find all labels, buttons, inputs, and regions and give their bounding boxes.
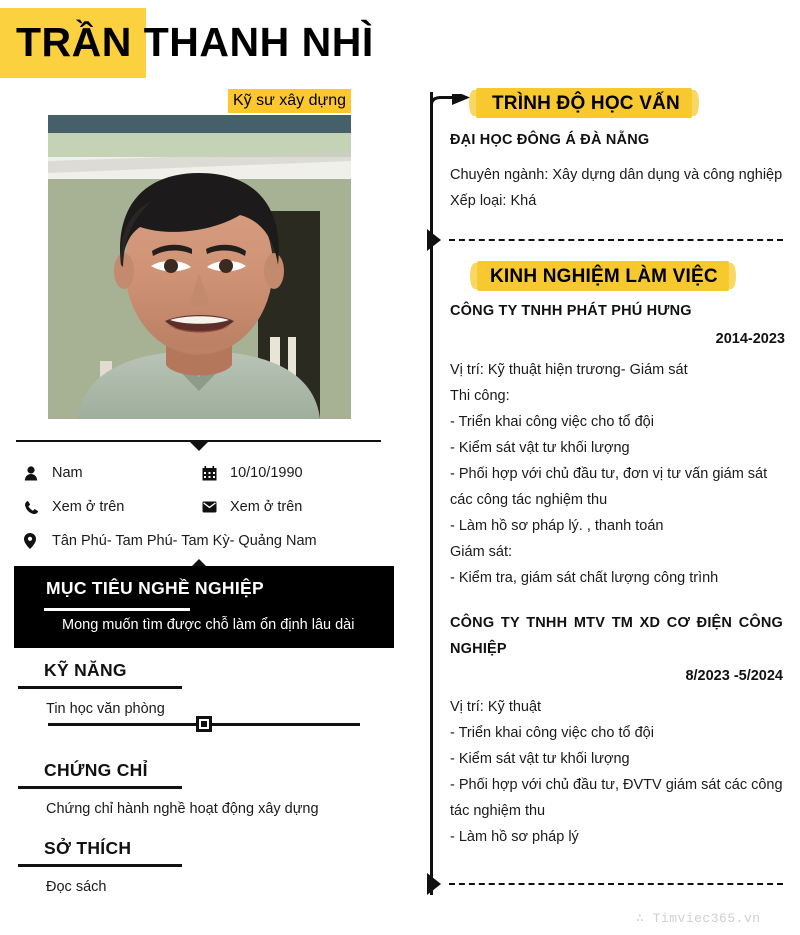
calendar-icon [194,466,224,481]
hobbies-underline [18,864,182,867]
contact-address-value: Tân Phú- Tam Phú- Tam Kỳ- Quảng Nam [52,533,317,549]
contact-phone[interactable] [16,499,194,515]
job-line: - Phối hợp với chủ đầu tư, ĐVTV giám sát các công tác nghiệm thu [450,777,783,819]
contact-row [16,490,381,524]
job-line: Vị trí: Kỹ thuật [450,699,542,715]
timeline-arrow-hook-icon [430,94,470,120]
contact-gender [16,465,194,481]
career-objective-section [14,566,394,648]
job-line: - Kiểm sát vật tư khối lượng [450,440,630,456]
job-line: - Làm hồ sơ pháp lý. , thanh toán [450,518,664,534]
timeline-triangle-marker [427,873,441,895]
job-line: - Phối hợp với chủ đầu tư, đơn vị tư vấn giám sát các công tác nghiệm thu [450,466,768,508]
job-company: CÔNG TY TNHH MTV TM XD CƠ ĐIỆN CÔNG NGHIỆP [450,615,783,657]
contact-gender-value: Nam [52,465,83,481]
job-title: Kỹ sư xây dựng [233,92,347,109]
timeline-vertical-line [430,92,433,895]
job-line: Giám sát: [450,544,513,560]
location-pin-icon [16,533,46,549]
section-divider [449,883,783,885]
contact-block [16,440,381,570]
skill-slider-handle[interactable] [196,716,212,732]
education-school: ĐẠI HỌC ĐÔNG Á ĐÀ NẴNG [450,132,650,148]
contact-row [16,456,381,490]
notch-down-icon [190,442,208,451]
contact-birthdate-value: 10/10/1990 [230,465,303,481]
skill-level-slider[interactable] [48,723,360,726]
contact-rows [16,442,381,568]
job-dates: 2014-2023 [715,331,785,347]
skills-underline [18,686,182,689]
job-line: - Kiểm tra, giám sát chất lượng công trình [450,570,719,586]
hobby-item: Đọc sách [46,879,107,895]
certificates-section [0,760,400,817]
contact-phone-value: Xem ở trên [52,499,125,515]
skill-name: Tin học văn phòng [46,701,165,717]
hobbies-title: SỞ THÍCH [44,838,132,858]
job-description-list [450,357,785,591]
person-icon [16,466,46,481]
certificate-item: Chứng chỉ hành nghề hoạt động xây dựng [46,801,319,817]
career-objective-underline [44,608,190,611]
job-dates: 8/2023 -5/2024 [685,668,783,684]
job-description-list [450,694,785,850]
education-grade: Xếp loại: Khá [450,193,537,209]
contact-birthdate [194,465,372,481]
contact-row [16,524,381,558]
job-line: Thi công: [450,388,510,404]
job-line: - Kiểm sát vật tư khối lượng [450,751,630,767]
skills-title: KỸ NĂNG [44,660,127,680]
job-company: CÔNG TY TNHH PHÁT PHÚ HƯNG [450,303,692,319]
certificates-title: CHỨNG CHỈ [44,760,148,780]
job-line: - Triển khai công việc cho tổ đội [450,725,654,741]
job-line: Vị trí: Kỹ thuật hiện trương- Giám sát [450,362,688,378]
education-details [450,162,785,214]
avatar [48,115,351,419]
contact-email-value: Xem ở trên [230,499,303,515]
job-line: - Làm hồ sơ pháp lý [450,829,579,845]
section-divider [449,239,783,241]
phone-icon [16,500,46,515]
job-line: - Triển khai công việc cho tổ đội [450,414,654,430]
envelope-icon [194,501,224,513]
contact-email[interactable] [194,499,372,515]
career-objective-title: MỤC TIÊU NGHỀ NGHIỆP [46,578,264,598]
career-objective-text: Mong muốn tìm được chỗ làm ổn định lâu dài [62,617,355,633]
portrait-illustration [48,115,351,419]
page-title: TRẦN THANH NHÌ [16,19,374,65]
hobbies-section [0,838,400,895]
education-title: TRÌNH ĐỘ HỌC VẤN [492,93,680,114]
experience-title: KINH NGHIỆM LÀM VIỆC [490,266,718,287]
education-major: Chuyên ngành: Xây dựng dân dụng và công nghiệp [450,167,783,183]
contact-rule-top [16,440,381,442]
timeline-triangle-marker [427,229,441,251]
skills-section [0,660,400,717]
contact-address [16,533,376,549]
certificates-underline [18,786,182,789]
job-title-highlight [228,89,351,113]
site-watermark: ∴ Timviec365.vn [636,911,761,926]
